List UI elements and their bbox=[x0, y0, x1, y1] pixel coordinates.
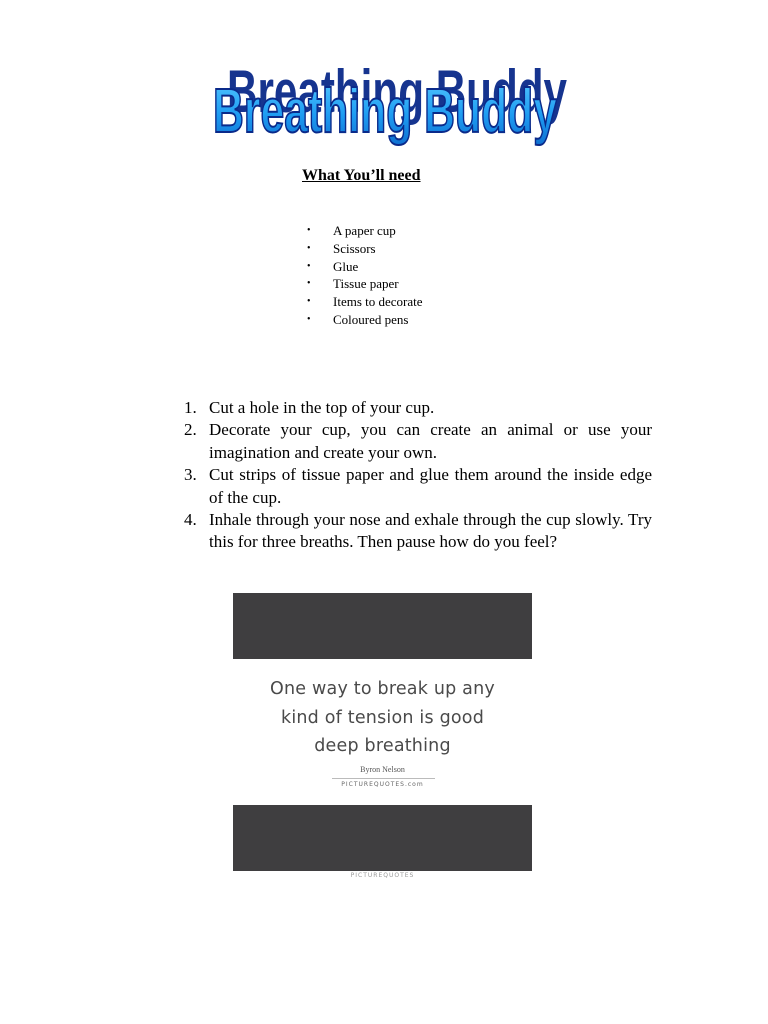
section-heading: What You’ll need bbox=[302, 167, 421, 184]
list-item: • A paper cup bbox=[307, 223, 396, 238]
page-title: Breathing Buddy bbox=[213, 77, 558, 146]
step-number: 2. bbox=[184, 420, 197, 440]
step-text: Cut a hole in the top of your cup. bbox=[209, 398, 435, 417]
bullet-icon: • bbox=[307, 278, 311, 290]
step-item bbox=[184, 397, 652, 419]
list-item: • Coloured pens bbox=[307, 311, 409, 327]
quote-author: Byron Nelson bbox=[360, 765, 405, 774]
bullet-icon: • bbox=[307, 313, 311, 325]
step-text: Cut strips of tissue paper and glue them around the inside edge of the cup. bbox=[209, 465, 652, 507]
list-item: • Items to decorate bbox=[307, 294, 423, 310]
divider bbox=[332, 778, 435, 779]
steps-list bbox=[184, 397, 652, 554]
step-item bbox=[184, 419, 652, 464]
title-wordart bbox=[200, 60, 570, 152]
step-item bbox=[184, 509, 652, 554]
step-text: Inhale through your nose and exhale through the cup slowly. Try this for three breaths. Then pause how do you feel? bbox=[209, 510, 652, 552]
needs-list bbox=[304, 222, 423, 329]
step-item bbox=[184, 464, 652, 509]
quote-site-label: PICTUREQUOTES.com bbox=[341, 781, 424, 788]
step-text: Decorate your cup, you can create an animal or use your imagination and create your own. bbox=[209, 420, 652, 462]
step-number: 1. bbox=[184, 398, 197, 417]
list-item: • Scissors bbox=[307, 240, 376, 256]
bullet-icon: • bbox=[307, 296, 311, 308]
quote-bottom-band bbox=[233, 805, 532, 871]
quote-text: One way to break up any kind of tension is good deep breathing bbox=[270, 679, 495, 756]
quote-top-band bbox=[233, 593, 532, 659]
title-shadow: Breathing Buddy bbox=[227, 60, 568, 125]
list-item: • Glue bbox=[307, 258, 359, 274]
step-number: 4. bbox=[184, 510, 197, 530]
quote-watermark: PICTUREQUOTES bbox=[350, 872, 415, 879]
list-item: • Tissue paper bbox=[307, 276, 399, 292]
step-number: 3. bbox=[184, 465, 197, 485]
quote-image bbox=[233, 593, 532, 883]
bullet-icon: • bbox=[307, 260, 311, 272]
bullet-icon: • bbox=[307, 242, 311, 254]
bullet-icon: • bbox=[307, 225, 311, 236]
